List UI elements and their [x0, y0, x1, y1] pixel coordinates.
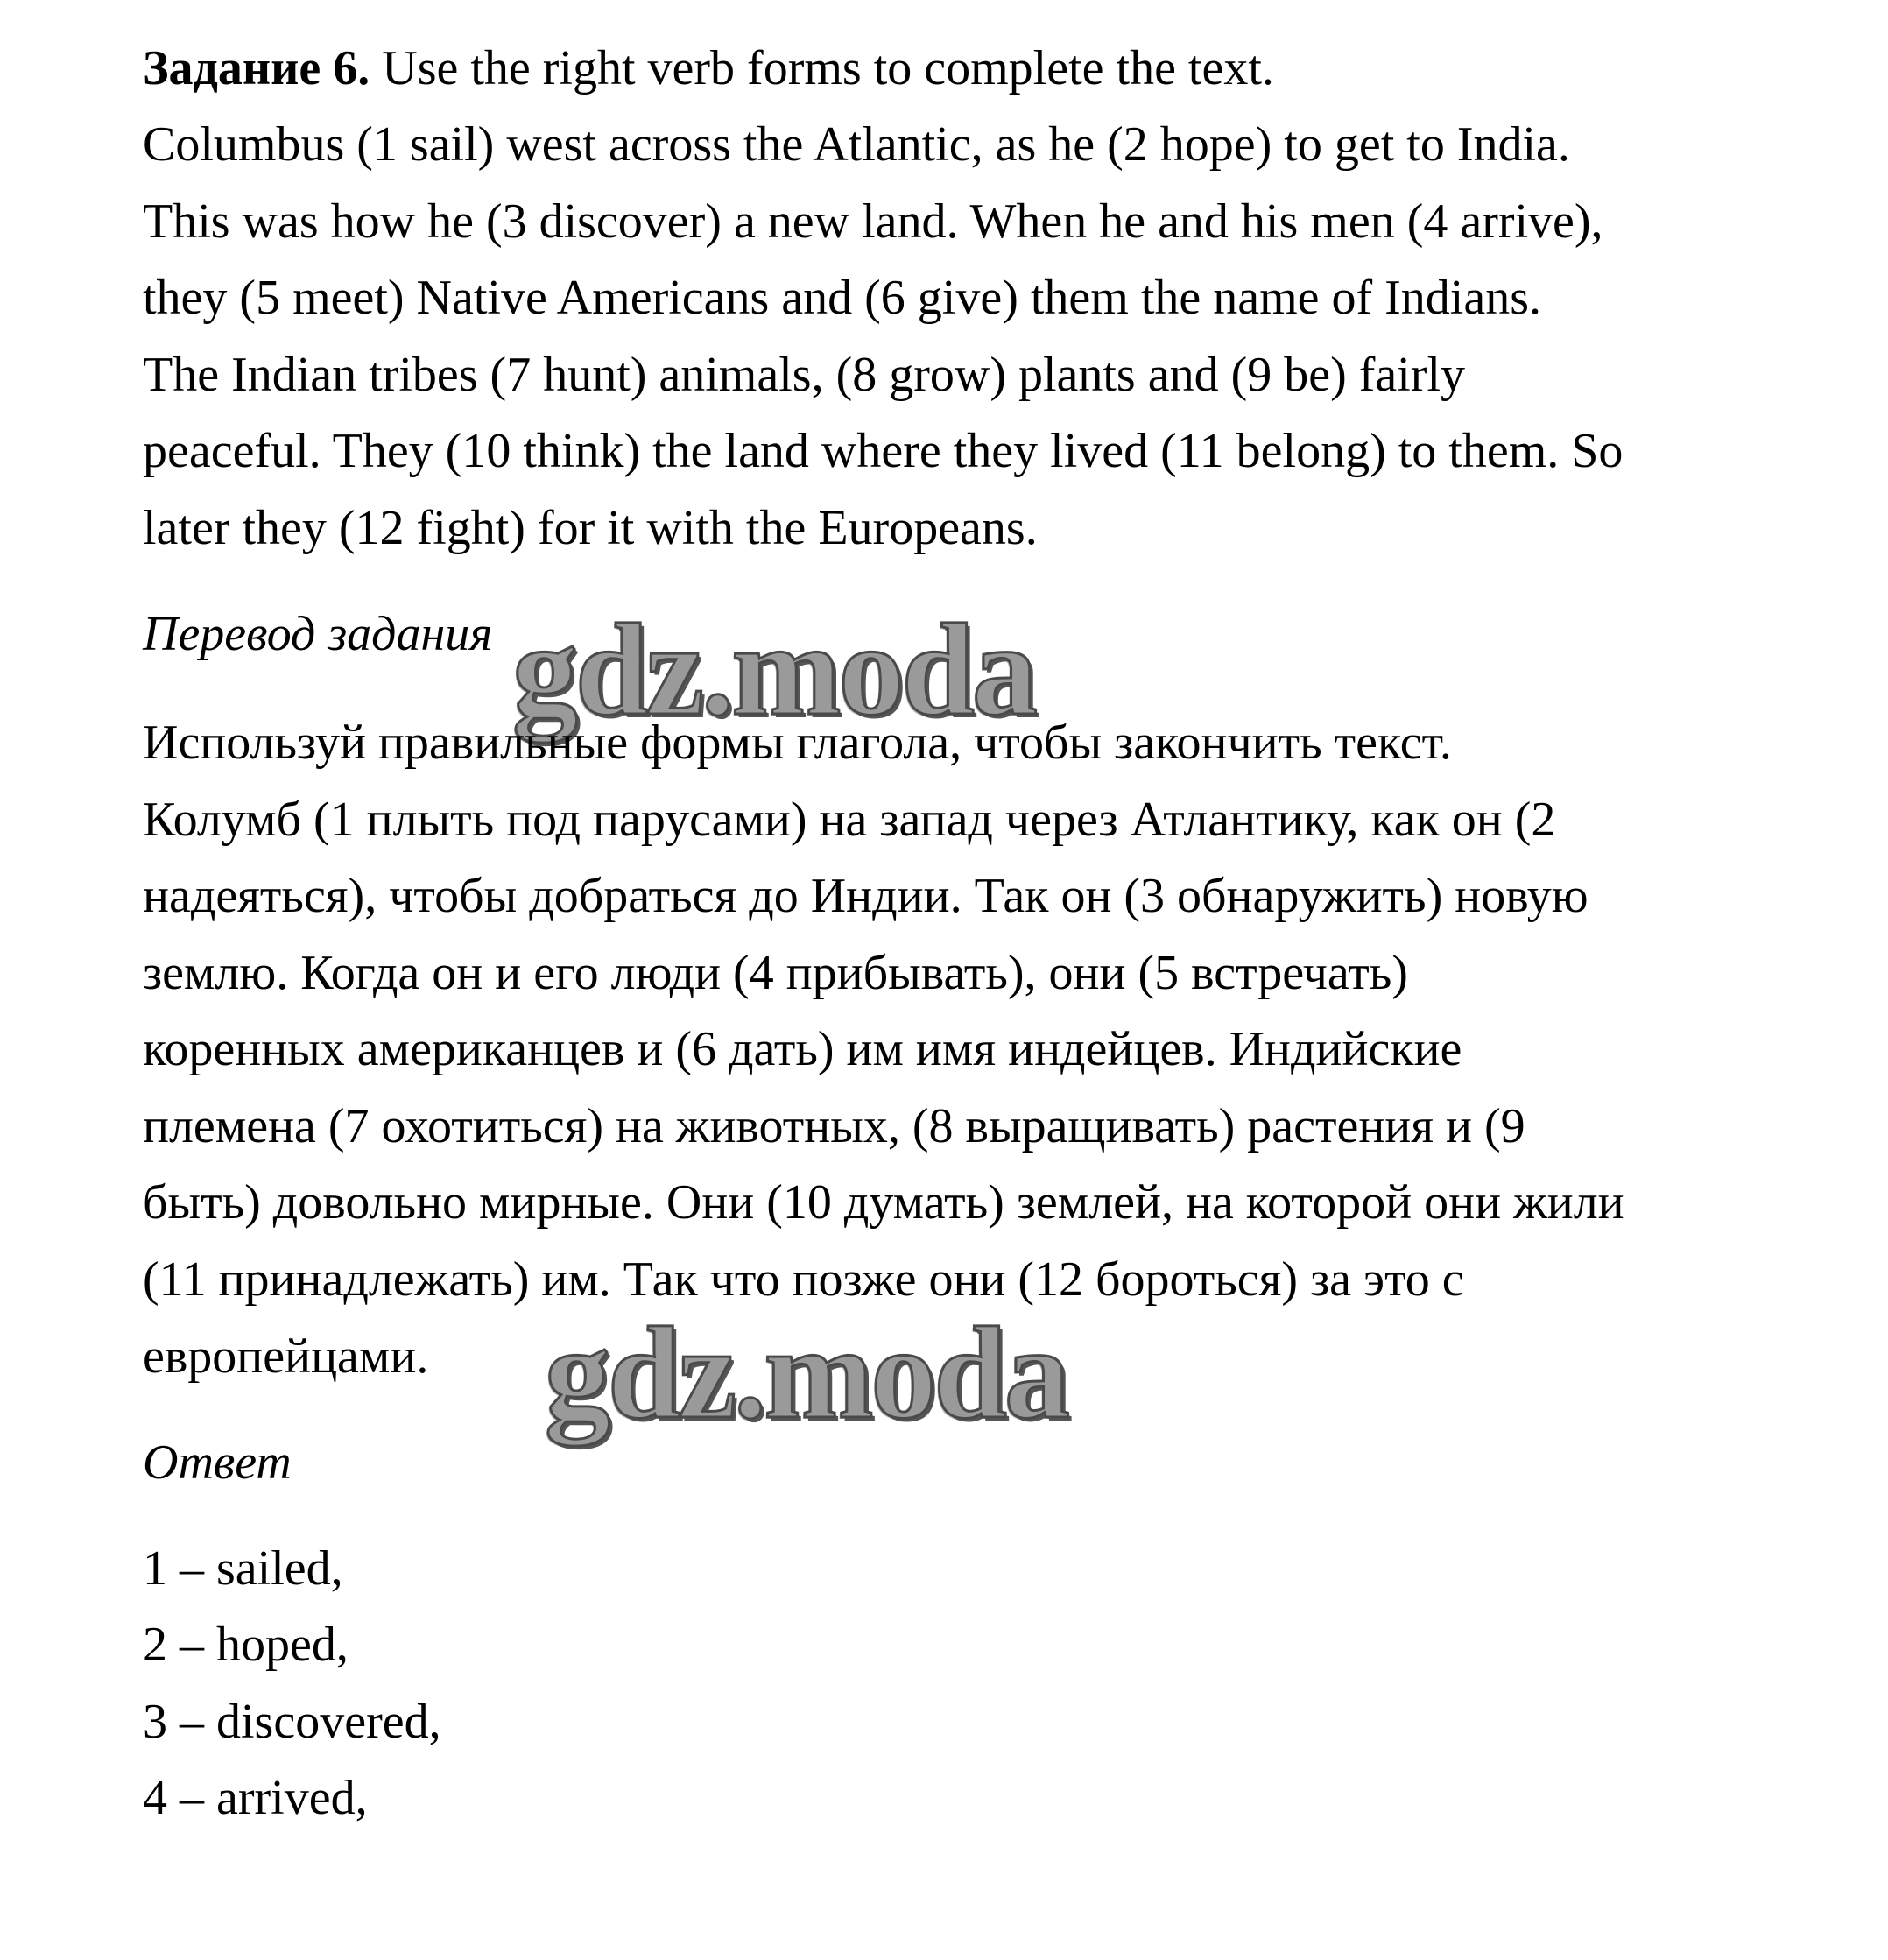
task-label: Задание 6.: [143, 41, 370, 95]
english-text-line: Columbus (1 sail) west across the Atlantic, as he (2 hope) to get to India.: [143, 117, 1570, 172]
translation-heading: Перевод задания: [143, 607, 493, 661]
russian-text-line: быть) довольно мирные. Они (10 думать) землей, на которой они жили: [143, 1175, 1624, 1230]
english-text-line: later they (12 fight) for it with the Europeans.: [143, 501, 1038, 555]
russian-text-line: европейцами.: [143, 1329, 429, 1384]
english-text-line: The Indian tribes (7 hunt) animals, (8 grow) plants and (9 be) fairly: [143, 348, 1466, 402]
answer-item: 2 – hoped,: [143, 1618, 349, 1672]
answer-item: 4 – arrived,: [143, 1771, 368, 1825]
answer-item: 3 – discovered,: [143, 1695, 441, 1749]
russian-text-line: племена (7 охотиться) на животных, (8 выращивать) растения и (9: [143, 1099, 1525, 1153]
task-header: [143, 40, 1274, 96]
english-text-line: they (5 meet) Native Americans and (6 give) them the name of Indians.: [143, 271, 1542, 325]
russian-text-line: надеяться), чтобы добраться до Индии. Так он (3 обнаружить) новую: [143, 869, 1589, 923]
russian-text-line: Используй правильные формы глагола, чтобы закончить текст.: [143, 716, 1452, 770]
russian-text-line: (11 принадлежать) им. Так что позже они (12 бороться) за это с: [143, 1252, 1464, 1307]
russian-text-line: коренных американцев и (6 дать) им имя индейцев. Индийские: [143, 1022, 1462, 1076]
russian-text-line: Колумб (1 плыть под парусами) на запад через Атлантику, как он (2: [143, 793, 1556, 847]
russian-text-line: землю. Когда он и его люди (4 прибывать), они (5 встречать): [143, 946, 1408, 1000]
task-instruction: Use the right verb forms to complete the text.: [382, 41, 1274, 95]
english-text-line: This was how he (3 discover) a new land. When he and his men (4 arrive),: [143, 194, 1603, 249]
answer-item: 1 – sailed,: [143, 1541, 343, 1596]
watermark-logo: gdz.moda: [512, 597, 1035, 743]
answer-heading: Ответ: [143, 1435, 292, 1490]
watermark-logo: gdz.moda: [545, 1301, 1067, 1446]
english-text-line: peaceful. They (10 think) the land where they lived (11 belong) to them. So: [143, 424, 1624, 478]
